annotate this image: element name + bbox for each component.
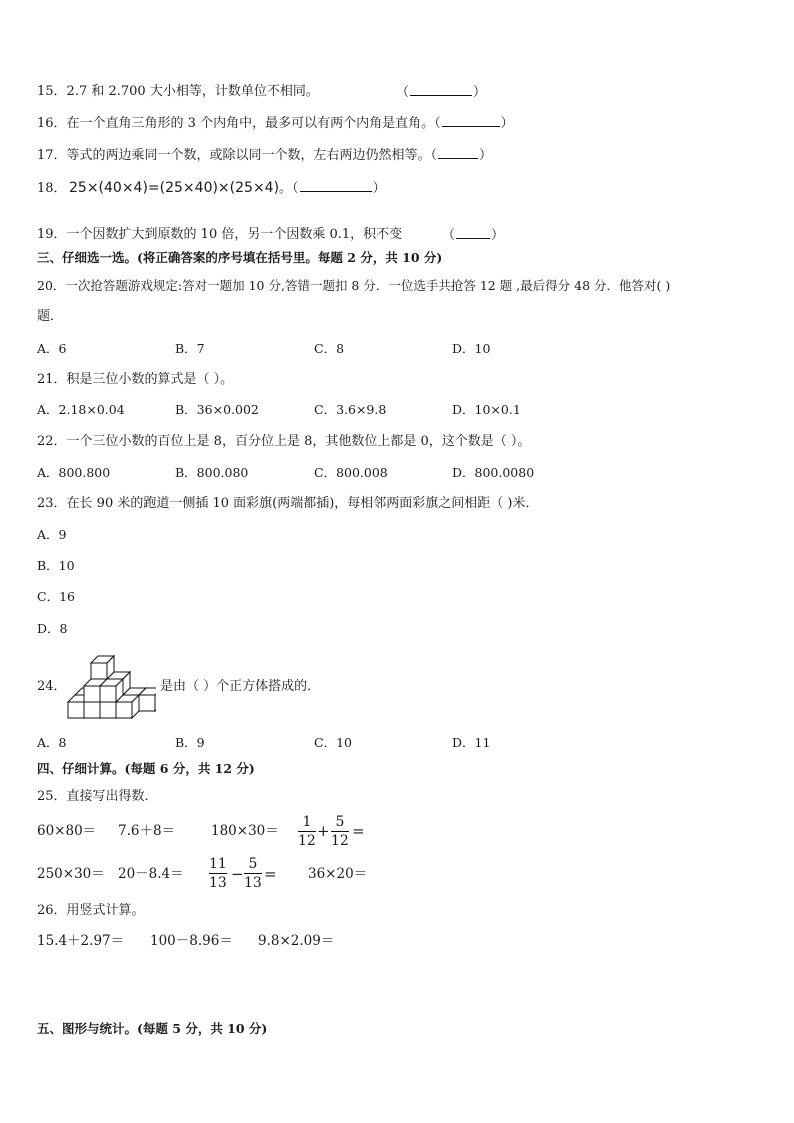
cube-front-face xyxy=(139,695,155,711)
question-21: 21．积是三位小数的算式是（ ）。 xyxy=(37,372,234,387)
option-b[interactable]: B．9 xyxy=(175,735,205,750)
calc-item: 20－8.4＝ xyxy=(118,866,184,882)
cube-stack-icon xyxy=(66,648,156,720)
minus-sign: − xyxy=(231,865,244,883)
calc-item: 7.6＋8＝ xyxy=(118,823,176,839)
question-15-answer[interactable]: （ ） xyxy=(396,85,487,100)
option-c[interactable]: C．8 xyxy=(314,341,345,356)
option-a[interactable]: A．6 xyxy=(37,341,67,356)
answer-blank[interactable] xyxy=(410,83,472,96)
question-26: 26．用竖式计算。 xyxy=(37,903,145,918)
answer-blank[interactable] xyxy=(300,179,372,192)
option-d[interactable]: D．11 xyxy=(452,735,491,750)
option-c[interactable]: C．800.008 xyxy=(314,465,388,480)
option-c[interactable]: C．10 xyxy=(314,735,352,750)
question-17-text: 17．等式的两边乘同一个数，或除以同一个数，左右两边仍然相等。（ xyxy=(37,148,438,163)
answer-blank[interactable] xyxy=(456,226,490,239)
question-18-number: 18． xyxy=(37,181,67,196)
cube-front-face xyxy=(100,702,116,718)
section-4-heading: 四、仔细计算。(每题 6 分，共 12 分) xyxy=(37,761,255,776)
equals-sign: = xyxy=(264,865,277,883)
equation: 25×(40×4)=(25×40)×(25×4) xyxy=(69,180,280,196)
option-d[interactable]: D．8 xyxy=(37,621,68,636)
question-19-answer[interactable]: （ ） xyxy=(442,228,505,243)
question-20: 20．一次抢答题游戏规定:答对一题加 10 分,答错一题扣 8 分．一位选手共抢答 12 题 ,最后得分 48 分．他答对( ) xyxy=(37,278,671,293)
question-17: 17．等式的两边乘同一个数，或除以同一个数，左右两边仍然相等。（ ） xyxy=(37,148,493,163)
question-25: 25．直接写出得数． xyxy=(37,789,158,804)
option-a[interactable]: A．2.18×0.04 xyxy=(37,402,125,417)
option-d[interactable]: D．10 xyxy=(452,341,491,356)
option-c[interactable]: C．3.6×9.8 xyxy=(314,402,387,417)
option-b[interactable]: B．800.080 xyxy=(175,465,249,480)
option-d[interactable]: D．10×0.1 xyxy=(452,402,521,417)
cube-front-face xyxy=(116,702,132,718)
question-22: 22．一个三位小数的百位上是 8，百分位上是 8，其他数位上都是 0，这个数是（ ）。 xyxy=(37,434,531,449)
question-16: 16．在一个直角三角形的 3 个内角中，最多可以有两个内角是直角。（ ） xyxy=(37,116,514,131)
cube-front-face xyxy=(100,686,116,702)
calc-item: 60×80＝ xyxy=(37,823,97,839)
question-23: 23．在长 90 米的跑道一侧插 10 面彩旗(两端都插)，每相邻两面彩旗之间相距（ )米． xyxy=(37,496,539,511)
calc-item: 9.8×2.09＝ xyxy=(258,933,335,949)
option-a[interactable]: A．8 xyxy=(37,735,67,750)
question-15-text: 15．2.7 和 2.700 大小相等，计数单位不相同。 xyxy=(37,84,319,99)
option-a[interactable]: A．9 xyxy=(37,527,67,542)
fraction: 1 12 xyxy=(298,814,316,849)
cube-front-face xyxy=(68,702,84,718)
option-b[interactable]: B．7 xyxy=(175,341,205,356)
question-24-number: 24． xyxy=(37,679,67,694)
question-18: 25×(40×4)=(25×40)×(25×4)。（ ） xyxy=(69,180,386,196)
question-19 xyxy=(37,226,402,244)
fraction: 11 13 xyxy=(209,856,227,891)
calc-item: 100－8.96＝ xyxy=(150,933,233,949)
cube-front-face xyxy=(84,686,100,702)
calc-item: 180×30＝ xyxy=(211,823,279,839)
option-b[interactable]: B．36×0.002 xyxy=(175,402,259,417)
plus-sign: + xyxy=(317,822,330,840)
answer-blank[interactable] xyxy=(438,146,478,159)
option-c[interactable]: C．16 xyxy=(37,589,75,604)
option-d[interactable]: D．800.0080 xyxy=(452,465,535,480)
calc-item: 250×30＝ xyxy=(37,866,105,882)
option-b[interactable]: B．10 xyxy=(37,558,75,573)
fraction: 5 13 xyxy=(244,856,262,891)
fraction: 5 12 xyxy=(331,814,349,849)
question-19-text: 19．一个因数扩大到原数的 10 倍，另一个因数乘 0.1，积不变 xyxy=(37,227,403,242)
answer-blank[interactable] xyxy=(442,114,500,127)
calc-item: 15.4＋2.97＝ xyxy=(37,933,125,949)
question-15 xyxy=(37,83,319,101)
question-24: 是由（ ）个正方体搭成的． xyxy=(160,679,321,694)
cube-front-face xyxy=(84,702,100,718)
section-3-heading: 三、仔细选一选。(将正确答案的序号填在括号里。每题 2 分，共 10 分) xyxy=(37,250,443,265)
question-20-cont: 题． xyxy=(37,309,64,324)
equals-sign: = xyxy=(352,822,365,840)
calc-item: 36×20＝ xyxy=(308,866,368,882)
option-a[interactable]: A．800.800 xyxy=(37,465,111,480)
question-16-text: 16．在一个直角三角形的 3 个内角中，最多可以有两个内角是直角。（ xyxy=(37,116,441,131)
section-5-heading: 五、图形与统计。(每题 5 分，共 10 分) xyxy=(37,1021,268,1036)
cube-front-face xyxy=(91,663,107,679)
